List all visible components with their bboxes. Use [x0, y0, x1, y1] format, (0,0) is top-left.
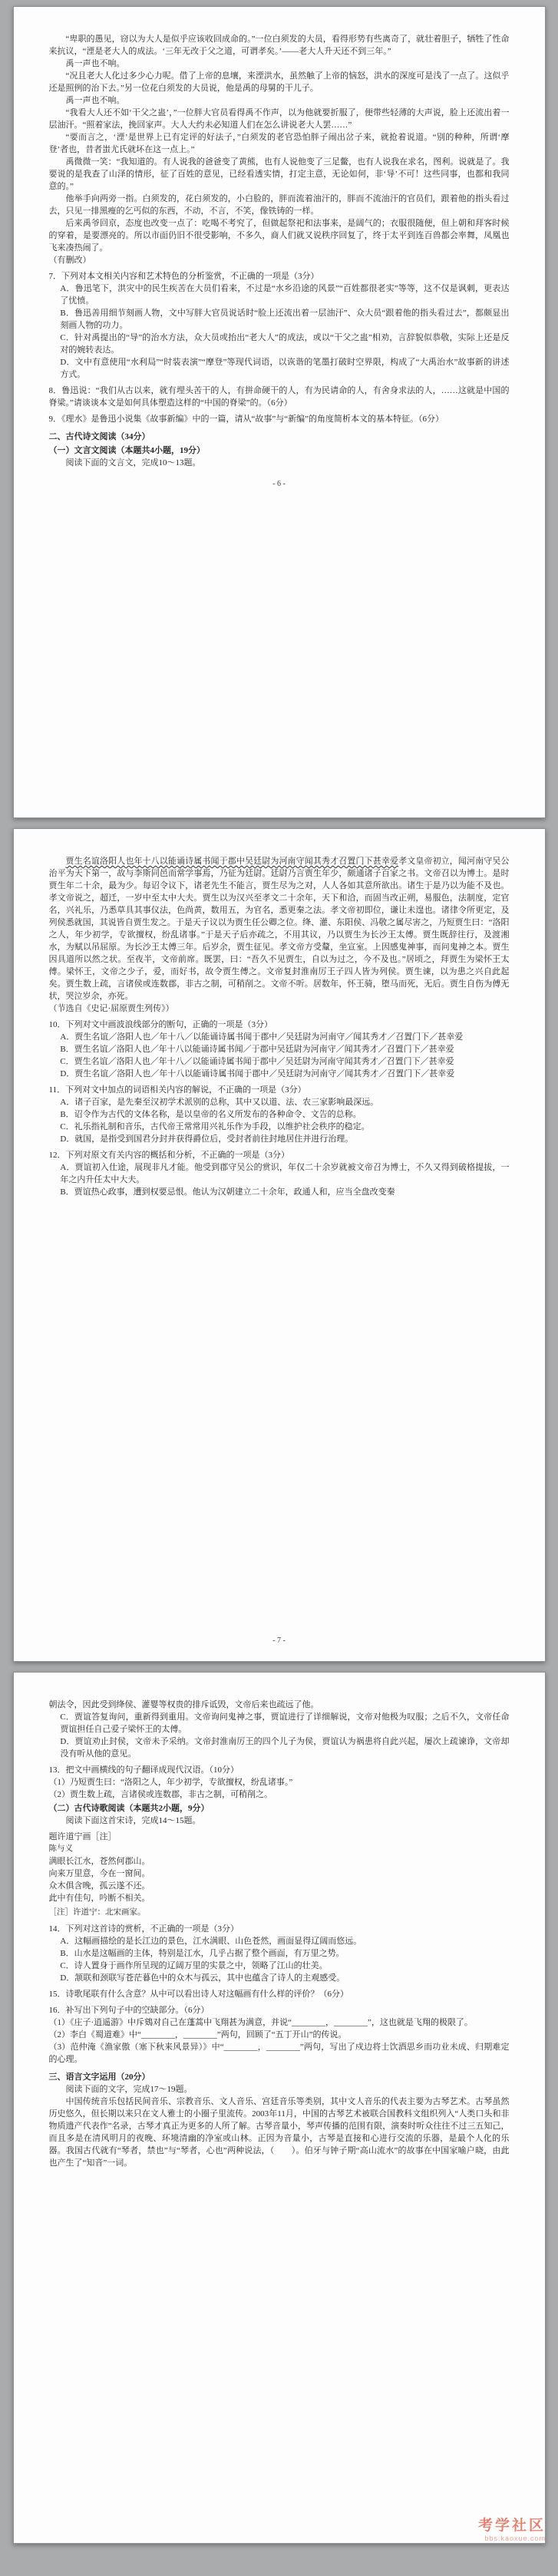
continued-paragraph: 朝法令，因此受到绛侯、灌婴等权贵的排斥诋毁，文帝后来也疏远了他。 [48, 1700, 319, 1709]
body-paragraph: 禹一声也不响。 [65, 59, 125, 68]
section-heading: 三、语言文字运用（20分） [48, 2072, 150, 2082]
poem-line: 众木俱含晚，孤云遂不还。 [48, 1881, 150, 1891]
answer-option: D．贾谊劝止封侯，文帝未予采纳。文帝封淮南厉王的四个儿子为侯，贾谊认为祸患将自此兴起，屡次上疏谏诤，文帝却没有听从他的意见。 [60, 1737, 510, 1759]
question-text: 10．下列对文中画波浪线部分的断句，正确的一项是（3分） [48, 1020, 272, 1029]
classical-passage: 贾生名谊洛阳人也年十八以能诵诗属书闻于郡中吴廷尉为河南守闻其秀才召置门下甚幸爱孝文皇帝初立，闻河南守吴公治平为天下第一，故与李斯同邑而常学事焉，乃征为廷尉。廷尉乃言贾生年少，颇通诸子百家之书。文帝召以为博士。是时贾生年二十余，最为少。每诏令议下，诸老先生不能言，贾生尽为之对，人人各如其意所欲出。诸生于是乃以为能不及也。孝文帝说之，超迁，一岁中至太中大夫。贾生以为汉兴至孝文二十余年，天下和洽，而固当改正朔，易服色，法制度，定官名，兴礼乐，乃悉草具其事仪法，色尚黄，数用五，为官名，悉更秦之法。孝文帝初即位，谦让未遑也。诸律令所更定，及列侯悉就国，其说皆自贾生发之。于是天子议以为贾生任公卿之位。绛、灌、东阳侯、冯敬之属尽害之，乃短贾生曰：“洛阳之人，年少初学，专欲擅权，纷乱诸事。”于是天子后亦疏之，不用其议，乃以贾生为长沙王太傅。贾生既辞往行，及渡湘水，为赋以吊屈原。为长沙王太傅三年。后岁余，贾生征见。孝文帝方受釐，坐宣室。上因感鬼神事，而问鬼神之本。贾生因具道所以然之状。至夜半，文帝前席。既罢，曰：“吾久不见贾生，自以为过之，今不及也。”居顷之，拜贾生为梁怀王太傅。梁怀王，文帝之少子，爱，而好书，故令贾生傅之。文帝复封淮南厉王子四人皆为列侯。贾生谏，以为患之兴自此起矣。贾生数上疏，言诸侯或连数郡，非古之制，可稍削之。文帝不听。居数年，怀王骑，堕马而死，无后。贾生自伤为傅无状，哭泣岁余，亦死。 [48, 857, 510, 1001]
answer-option: D．贾生名谊／洛阳人也／年十八以能诵诗属书闻于郡中／吴廷尉为河南守／闻其秀才／召置门下／甚幸爱 [60, 1069, 455, 1078]
source-attribution: （节选自《史记·屈原贾生列传》） [48, 1004, 174, 1013]
answer-option: B．鲁迅善用细节刻画人物，文中写胖大官员说话时“脸上还流出着一层油汗”、众大员“跟着他的指头看过去”，都颇显出刻画人物的功力。 [60, 309, 510, 330]
answer-option: A．鲁迅笔下，洪灾中的民生疾苦在大员们看来，不过是“水乡沿途的风景”“百姓都很老实”等等，这不仅是讽刺，更表达了忧愤。 [60, 284, 510, 305]
exam-page-7 [13, 828, 546, 1662]
poem-note: ［注］许道宁：北宋画家。 [48, 1908, 146, 1917]
poem-line: 此中有佳句，吟断不相关。 [48, 1894, 150, 1903]
body-paragraph: “况且老大人化过多少心力呢。借了上帝的息壤，来湮洪水，虽然触了上帝的恼怒，洪水的深度可是浅了一点了。这似乎还是照例的治下去。”另一位花白须发的大员说，他是禹的母舅的干儿子。 [48, 71, 510, 93]
body-paragraph: “要而言之，‘湮’是世界上已有定评的好法子，”白须发的老官恐怕胖子闹出岔子来，就抢着说道。“别的种种，所谓‘摩登’者也，昔者蚩尤氏就坏在这一点上。” [48, 133, 510, 154]
watermark-title: 考学社区 [477, 2518, 546, 2534]
question-subitem: （2）贾生数上疏，言诸侯或连数郡，非古之制，可稍削之。 [48, 1790, 272, 1799]
answer-option: C．礼乐指礼制和音乐，古代帝王常常用兴礼乐作为手段，以维护社会秩序的稳定。 [60, 1122, 370, 1131]
question-text: 11．下列对文中加点的词语相关内容的解说，不正确的一项是（3分） [48, 1085, 306, 1095]
wavy-underline-segment: 贾生名谊洛阳人也年十八以能诵诗属书闻于郡中吴廷尉为河南守闻其秀才召置门下甚幸爱 [65, 857, 399, 866]
page-number-6: - 6 - [272, 480, 286, 488]
answer-option: A．这幅画描绘的是长江边的景色，江水满眼、山色苍然，画面显得辽阔而悠远。 [60, 1937, 362, 1946]
page-7-content [49, 855, 510, 1198]
body-paragraph: 他举手向两旁一指。白须发的，花白须发的，小白脸的，胖而流着油汗的，胖而不流油汗的官员们，跟着他的指头看过去，只见一排黑瘦的乞丐似的东西，不动，不言，不笑，像铁铸的一样。 [48, 194, 510, 216]
answer-option: B．诏令作为古代的文体名称，是以皇帝的名义所发布的各种命令、文告的总称。 [60, 1110, 362, 1119]
exam-page-6 [13, 6, 546, 818]
instruction-text: 阅读下面的文言文，完成10～13题。 [65, 458, 201, 467]
subsection-heading: （二）古代诗歌阅读（本题共2小题，9分） [48, 1804, 210, 1813]
body-paragraph: 禹一声也不响。 [65, 96, 125, 105]
body-paragraph: 后来禹爷回京，态度也改变一点了：吃喝不考究了，但做起祭祀和法事来，是阔气的；衣服很随便，但上朝和拜客时候的穿着，是要漂亮的。所以市面仍旧不很受影响，不多久，商人们就又说秩序回复了，终于太平到连百兽都会率舞，凤凰也飞来凑热闹了。 [48, 219, 510, 253]
answer-option: B．贾谊热心政事，遭到权要忌恨。他认为汉朝建立二十余年，政通人和，应当全盘改变秦 [60, 1187, 395, 1197]
question-subitem: （1）《庄子·逍遥游》中斥鴳对自己在蓬蒿中飞翔甚为满意，并说“________，________”，这也就是飞翔的极限了。 [48, 2018, 473, 2027]
poem-line: 满眼长江水，苍然何郡山。 [48, 1857, 150, 1866]
question-text: 16．补写出下列句子中的空缺部分。（6分） [48, 2006, 210, 2015]
answer-option: A．诸子百家，是先秦至汉初学术派别的总称，其中又以道、法、农三家影响最深远。 [60, 1098, 379, 1107]
question-text: 9．《理水》是鲁迅小说集《故事新编》中的一篇，请从“故事”与“新编”的角度简析本文的基本特征。（6分） [48, 414, 444, 424]
question-text: 8．鲁迅说：“我们从古以来，就有埋头苦干的人，有拼命硬干的人，有为民请命的人，有舍身求法的人，……这就是中国的脊梁。”请谈谈本文是如何具体塑造这样的“中国的脊梁”的。（6分） [48, 386, 510, 408]
answer-option: B．山水是这幅画的主体，特别是江水，几乎占据了整个画面，有万里之势。 [60, 1949, 345, 1958]
poem-author: 陈与义 [48, 1844, 73, 1853]
subsection-heading: （一）文言文阅读（本题共4小题，19分） [48, 446, 205, 455]
page-6-content [49, 33, 510, 469]
answer-option: D．颔联和颈联写苍茫暮色中的众木与孤云，其中也蕴含了诗人的主观感受。 [60, 1973, 345, 1983]
poem-line: 向来万里意，今在一窗间。 [48, 1869, 150, 1878]
answer-option: C．贾谊答复询问，重新得到重用。文帝询问鬼神之事，贾谊进行了详细解说，文帝对他极为叹服；之后不久，文帝任命贾谊担任自己爱子梁怀王的太傅。 [60, 1712, 510, 1734]
question-text: 15．诗歌尾联有什么含意？从中可以看出诗人对这幅画有什么样的评价？（6分） [48, 1990, 348, 1999]
answer-option: C．诗人置身于画作所呈现的辽阔万里的实景之中，领略了江山的壮美。 [60, 1961, 328, 1970]
body-paragraph: 中国传统音乐包括民间音乐、宗教音乐、文人音乐、宫廷音乐等类别，其中文人音乐的代表主要为古琴艺术。古琴虽然历史悠久，但长期以来只在文人雅士的小圈子里流传。2003年11月，中国的古琴艺术被联合国教科文组织列入“人类口头和非物质遗产代表作”名录，古琴才真正为更多的人所了解。古琴音量小，琴声传播的范围有限，演奏时听众往往不过三五知己，而且多是在清风明月的夜晚、环境清幽的净室或山林。正因为音量小，古琴是直接和心进行交流的乐器，是最个人化的乐器。我国古代就有“琴者，禁也”与“琴者，心也”两种说法，（ ）。伯牙与钟子期“高山流水”的故事在中国家喻户晓，由此也产生了“知音”一词。 [48, 2097, 510, 2168]
exam-page-8 [13, 1672, 546, 2544]
answer-option: D．就国，是指受到国君分封并获得爵位后，受封者前往封地居住并进行治理。 [60, 1134, 354, 1144]
page-8-content [49, 1699, 510, 2169]
answer-option: B．贾生名谊／洛阳人也／年十八以能诵诗属书闻／于郡中吴廷尉为河南守／闻其秀才／召置门下／甚幸爱 [60, 1045, 454, 1054]
body-paragraph: “我看大人还不如‘干父之蛊’，”一位胖大官员看得禹不作声，以为他就要折服了，便带些轻薄的大声说，脸上还流出着一层油汗。“照着家法，挽回家声。大人大约未必知道人们在怎么讲说老大人罢……” [48, 108, 510, 130]
answer-option: C．贾生名谊／洛阳人也／年十八／以能诵诗属书闻于郡中／吴廷尉为河南守闻其秀才／召置门下／甚幸爱 [60, 1057, 454, 1066]
instruction-text: 阅读下面这首宋诗，完成14～15题。 [65, 1816, 201, 1825]
question-text: 7．下列对本文相关内容和艺术特色的分析鉴赏，不正确的一项是（3分） [48, 272, 319, 281]
body-paragraph: 禹微微一笑：“我知道的。有人说我的爸爸变了黄熊，也有人说他变了三足鳖，也有人说我在求名，图利。说就是了。我要说的是我查了山泽的情形，征了百姓的意见，已经看透实情，打定主意，无论如何，非‘导’不可！这些同事，也都和我同意的。” [48, 157, 510, 191]
answer-option: D．文中有意使用“水利局”“时装表演”“摩登”等现代词语，以诙谐的笔墨打破时空界限，构成了“大禹治水”故事新的讲述方式。 [60, 358, 510, 379]
watermark-subtitle: bbs.kaoxue.com [484, 2535, 546, 2542]
answer-option: C．针对禹提出的“导”的治水方法，众大员或抬出“老大人”的成法，或以“干父之蛊”相劝，言辞貌似恭敬，实际上还是反对的婉转表达。 [60, 333, 510, 355]
poem-title: 题许道宁画［注］ [48, 1832, 117, 1841]
question-text: 14．下列对这首诗的赏析，不正确的一项是（3分） [48, 1924, 239, 1934]
question-subitem: （3）范仲淹《渔家傲（塞下秋来风景异）》中“________，________”两句，写出了戍边将士饮酒思乡而功业未成、归期难定的心理。 [48, 2043, 510, 2064]
page-number-7: - 7 - [272, 1636, 286, 1645]
body-paragraph: “卑职的愚见，窃以为大人是似乎应该收回成命的。”一位白须发的大员，看得形势有些离奇了，就壮着胆子，牺牲了性命来抗议，“湮是老大人的成法。‘三年无改于父之道，可谓孝矣。’——老大人升天还不到三年。” [48, 35, 510, 56]
question-subitem: （1）乃短贾生曰：“洛阳之人，年少初学，专欲擅权，纷乱诸事。” [48, 1778, 293, 1787]
question-text: 13．把文中画横线的句子翻译成现代汉语。（10分） [48, 1765, 239, 1775]
answer-option: A．贾谊初入仕途，展现非凡才能。他受到郡守吴公的赏识，年仅二十余岁就被文帝召为博士，不久又得到破格提拔，一年之内升任太中大夫。 [60, 1163, 510, 1184]
answer-option: A．贾生名谊／洛阳人也／年十八／以能诵诗属书闻于郡中／吴廷尉为河南守／闻其秀才／召置门下／甚幸爱 [60, 1032, 464, 1042]
section-heading: 二、古代诗文阅读（34分） [48, 432, 150, 441]
question-text: 12．下列对原文有关内容的概括和分析，不正确的一项是（3分） [48, 1151, 289, 1160]
instruction-text: 阅读下面的文字，完成17～19题。 [65, 2085, 193, 2094]
source-attribution: （有删改） [48, 256, 91, 265]
question-subitem: （2）李白《蜀道难》中“________，________”两句，回顾了“五丁开山”的传说。 [48, 2030, 347, 2039]
